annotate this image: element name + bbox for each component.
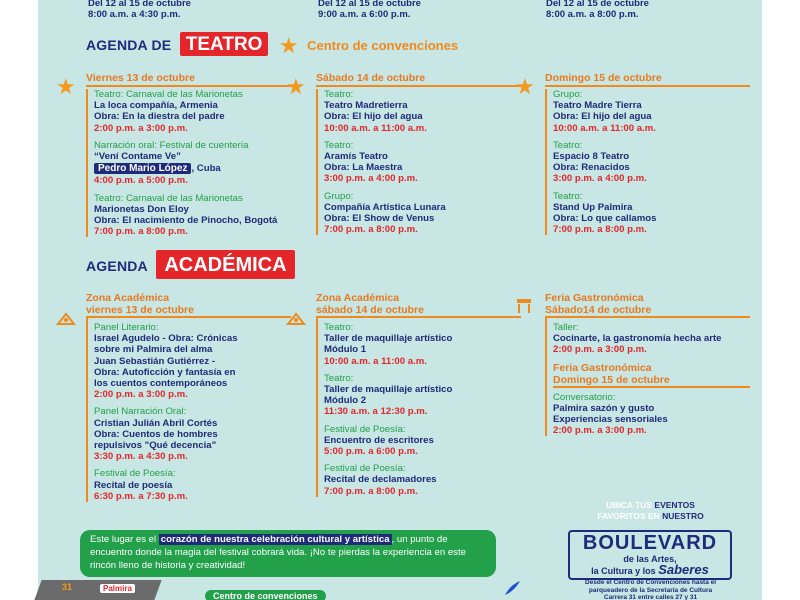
day-title: Domingo 15 de octubre <box>545 72 750 87</box>
performer-badge: Pedro Mario López <box>94 163 191 174</box>
event-line: Módulo 1 <box>324 344 367 356</box>
event-time: 2:00 p.m. a 3:00 p.m. <box>94 389 188 401</box>
event-list <box>86 318 291 502</box>
top-dates-1 <box>88 0 191 20</box>
section-title-line2: sábado 14 de octubre <box>316 304 424 316</box>
event-time: 10:00 a.m. a 11:00 a.m. <box>553 122 656 134</box>
event-list <box>316 89 521 235</box>
food-stall-icon <box>515 298 533 319</box>
day-title: Sábado 14 de octubre <box>316 72 521 87</box>
teatro-tag: TEATRO <box>180 32 269 56</box>
event-category: Festival de Poesía: <box>324 463 406 475</box>
event-group: Stand Up Palmira <box>553 201 633 213</box>
top-date-range: Del 12 al 15 de octubre <box>318 0 421 9</box>
top-date-time: 8:00 a.m. a 4:30 p.m. <box>88 9 181 20</box>
event-block <box>94 322 291 400</box>
event-block <box>553 191 750 236</box>
event-category: Teatro: Carnaval de las Marionetas <box>94 192 243 204</box>
event-time: 10:00 a.m. a 11:00 a.m. <box>324 355 427 367</box>
teatro-header <box>86 34 458 57</box>
section-title-line1: Zona Académica <box>86 292 170 304</box>
event-time: 7:00 p.m. a 8:00 p.m. <box>553 224 647 236</box>
event-line: Recital de declamadores <box>324 474 437 486</box>
section-title-line1: Feria Gastronómica <box>545 292 644 304</box>
centro-convenciones-label: Centro de convenciones <box>205 590 326 600</box>
boulevard-sub2: la Cultura y los Saberes <box>591 562 709 577</box>
top-date-time: 9:00 a.m. a 6:00 p.m. <box>318 9 411 20</box>
event-category: Teatro: <box>553 139 583 151</box>
event-time: 7:00 p.m. a 8:00 p.m. <box>94 226 188 238</box>
academica-header <box>86 254 295 277</box>
event-time: 4:00 p.m. a 5:00 p.m. <box>94 175 188 187</box>
event-line: los cuentos contemporáneos <box>94 378 228 390</box>
event-group: “Vení Contame Ve” <box>94 151 181 163</box>
event-work: Obra: En la diestra del padre <box>94 111 225 123</box>
event-block <box>553 89 750 134</box>
event-work: Obra: El hijo del agua <box>553 111 652 123</box>
event-work: Obra: Lo que callamos <box>553 213 657 225</box>
event-line: repulsivos "Qué decencia" <box>94 440 217 452</box>
top-date-range: Del 12 al 15 de octubre <box>546 0 649 9</box>
event-work: Obra: Renacidos <box>553 162 630 174</box>
event-performer <box>94 163 291 174</box>
event-block <box>324 424 521 458</box>
event-time: 5:00 p.m. a 6:00 p.m. <box>324 446 418 458</box>
event-time: 2:00 p.m. a 3:00 p.m. <box>553 425 647 437</box>
event-line: Taller de maquillaje artístico <box>324 333 453 345</box>
event-block <box>553 140 750 185</box>
ubica-text: UBICA TUS EVENTOS FAVORITOS EN NUESTRO <box>597 500 704 521</box>
event-time: 7:00 p.m. a 8:00 p.m. <box>324 224 418 236</box>
event-block <box>553 392 750 437</box>
star-icon: ★ <box>286 74 306 99</box>
event-category: Panel Literario: <box>94 322 159 333</box>
event-block <box>324 89 521 134</box>
section-title <box>86 292 291 318</box>
event-group: Compañía Artística Lunara <box>324 201 446 213</box>
event-time: 3:00 p.m. a 4:00 p.m. <box>553 173 647 185</box>
teatro-column <box>545 72 750 241</box>
section-title-line2: Domingo 15 de octubre <box>553 373 670 386</box>
event-block <box>324 140 521 185</box>
day-title: Viernes 13 de octubre <box>86 72 291 87</box>
event-work: Obra: El hijo del agua <box>324 111 423 123</box>
event-work: Obra: El Show de Venus <box>324 213 435 225</box>
section-title-line1: Zona Académica <box>316 292 400 304</box>
top-date-time: 8:00 a.m. a 8:00 p.m. <box>546 9 639 20</box>
section-title <box>545 292 750 318</box>
section-title-line1: Feria Gastronómica <box>553 361 652 374</box>
event-line: Israel Agudelo - Obra: Crónicas <box>94 333 238 345</box>
event-work: Obra: La Maestra <box>324 162 403 174</box>
event-group: Marionetas Don Eloy <box>94 203 189 215</box>
boulevard-title: BOULEVARD <box>582 532 718 554</box>
top-dates-3 <box>546 0 649 20</box>
academica-tag: ACADÉMICA <box>156 250 294 279</box>
event-time: 2:00 p.m. a 3:00 p.m. <box>553 344 647 356</box>
event-time: 3:00 p.m. a 4:00 p.m. <box>324 173 418 185</box>
event-block <box>324 373 521 418</box>
event-block <box>324 463 521 497</box>
event-time: 6:30 p.m. a 7:30 p.m. <box>94 490 188 502</box>
teatro-column <box>316 72 521 241</box>
event-line: Cristian Julián Abril Cortés <box>94 417 218 429</box>
map-street-number: 31 <box>62 582 73 592</box>
event-list <box>86 89 291 237</box>
event-group: La loca compañía, Armenia <box>94 100 218 112</box>
event-line: Obra: Cuentos de hombres <box>94 428 218 440</box>
info-box <box>80 530 496 577</box>
event-time: 11:30 a.m. a 12:30 p.m. <box>324 406 428 418</box>
top-date-range: Del 12 al 15 de octubre <box>88 0 191 9</box>
event-category: Teatro: <box>324 372 354 384</box>
event-category: Teatro: <box>553 190 583 202</box>
event-category: Grupo: <box>324 190 354 202</box>
star-icon: ★ <box>515 74 535 99</box>
section-title <box>553 362 750 388</box>
event-group: Aramís Teatro <box>324 151 388 163</box>
event-time: 7:00 p.m. a 8:00 p.m. <box>324 485 418 497</box>
event-category: Teatro: <box>324 322 354 333</box>
event-block <box>94 193 291 238</box>
agenda-label: AGENDA <box>86 258 148 274</box>
top-dates-2 <box>318 0 421 20</box>
event-category: Taller: <box>553 322 579 333</box>
map-sign: Palmira <box>100 584 135 593</box>
boulevard-sub1: de las Artes, <box>623 554 677 564</box>
boulevard-address: Desde el Centro de Convenciones hasta el parqueadero de la Secretaría de Cultura Carrera 31 entre calles 27 y 31 <box>584 579 717 600</box>
event-line: Juan Sebastián Gutiérrez - <box>94 355 216 367</box>
info-text: Este lugar es el corazón de nuestra celebración cultural y artística , un punto de encuentro donde la magia del festival cobrará vida. ¡No te pierdas la experiencia en este rincón lleno de historia y creatividad! <box>90 534 466 571</box>
event-group: Teatro Madretierra <box>324 100 408 112</box>
event-time: 2:00 p.m. a 3:00 p.m. <box>94 122 188 134</box>
event-time: 10:00 a.m. a 11:00 a.m. <box>324 122 427 134</box>
section-title <box>316 292 521 318</box>
event-category: Teatro: Carnaval de las Marionetas <box>94 89 243 100</box>
event-list <box>316 318 521 497</box>
event-group: Espacio 8 Teatro <box>553 151 630 163</box>
academica-column <box>86 292 291 508</box>
street-map-illustration <box>34 580 161 600</box>
chef-hat-icon <box>286 312 306 331</box>
event-group: Teatro Madre Tierra <box>553 100 642 112</box>
event-block <box>94 89 291 134</box>
academica-column <box>545 292 750 442</box>
academica-column <box>316 292 521 503</box>
event-category: Teatro: <box>324 89 354 100</box>
event-block <box>324 322 521 367</box>
event-list <box>545 89 750 235</box>
agenda-de-label: AGENDA DE <box>86 37 172 53</box>
event-line: Módulo 2 <box>324 395 367 407</box>
star-icon: ★ <box>278 33 299 58</box>
section-title-line2: viernes 13 de octubre <box>86 304 194 316</box>
event-category: Narración oral: Festival de cuentería <box>94 139 249 151</box>
event-block <box>94 140 291 187</box>
performer-country: , Cuba <box>191 163 221 175</box>
event-block <box>553 322 750 356</box>
event-line: Cocinarte, la gastronomía hecha arte <box>553 333 722 345</box>
section-title-line2: Sábado14 de octubre <box>545 304 652 316</box>
event-list <box>545 318 750 436</box>
event-category: Panel Narración Oral: <box>94 406 187 418</box>
event-line: Taller de maquillaje artístico <box>324 384 453 396</box>
event-category: Teatro: <box>324 139 354 151</box>
event-block <box>94 406 291 462</box>
star-icon: ★ <box>56 74 76 99</box>
teatro-column <box>86 72 291 243</box>
event-line: sobre mi Palmira del alma <box>94 344 213 356</box>
event-category: Festival de Poesía: <box>94 468 176 480</box>
event-block <box>324 191 521 236</box>
event-line: Palmira sazón y gusto <box>553 402 655 414</box>
venue-label: Centro de convenciones <box>307 38 459 53</box>
event-category: Festival de Poesía: <box>324 423 406 435</box>
event-line: Encuentro de escritores <box>324 434 434 446</box>
boulevard-logo <box>568 530 732 580</box>
event-work: Obra: El nacimiento de Pinocho, Bogotá <box>94 215 278 227</box>
event-line: Recital de poesía <box>94 479 173 491</box>
event-line: Experiencias sensoriales <box>553 414 668 426</box>
event-category: Conversatorio: <box>553 391 616 403</box>
event-category: Grupo: <box>553 89 583 100</box>
chef-hat-icon <box>56 312 76 331</box>
event-block <box>94 468 291 502</box>
event-line: Obra: Autoficción y fantasía en <box>94 366 236 378</box>
feather-icon <box>503 580 521 596</box>
event-time: 3:30 p.m. a 4:30 p.m. <box>94 451 188 463</box>
